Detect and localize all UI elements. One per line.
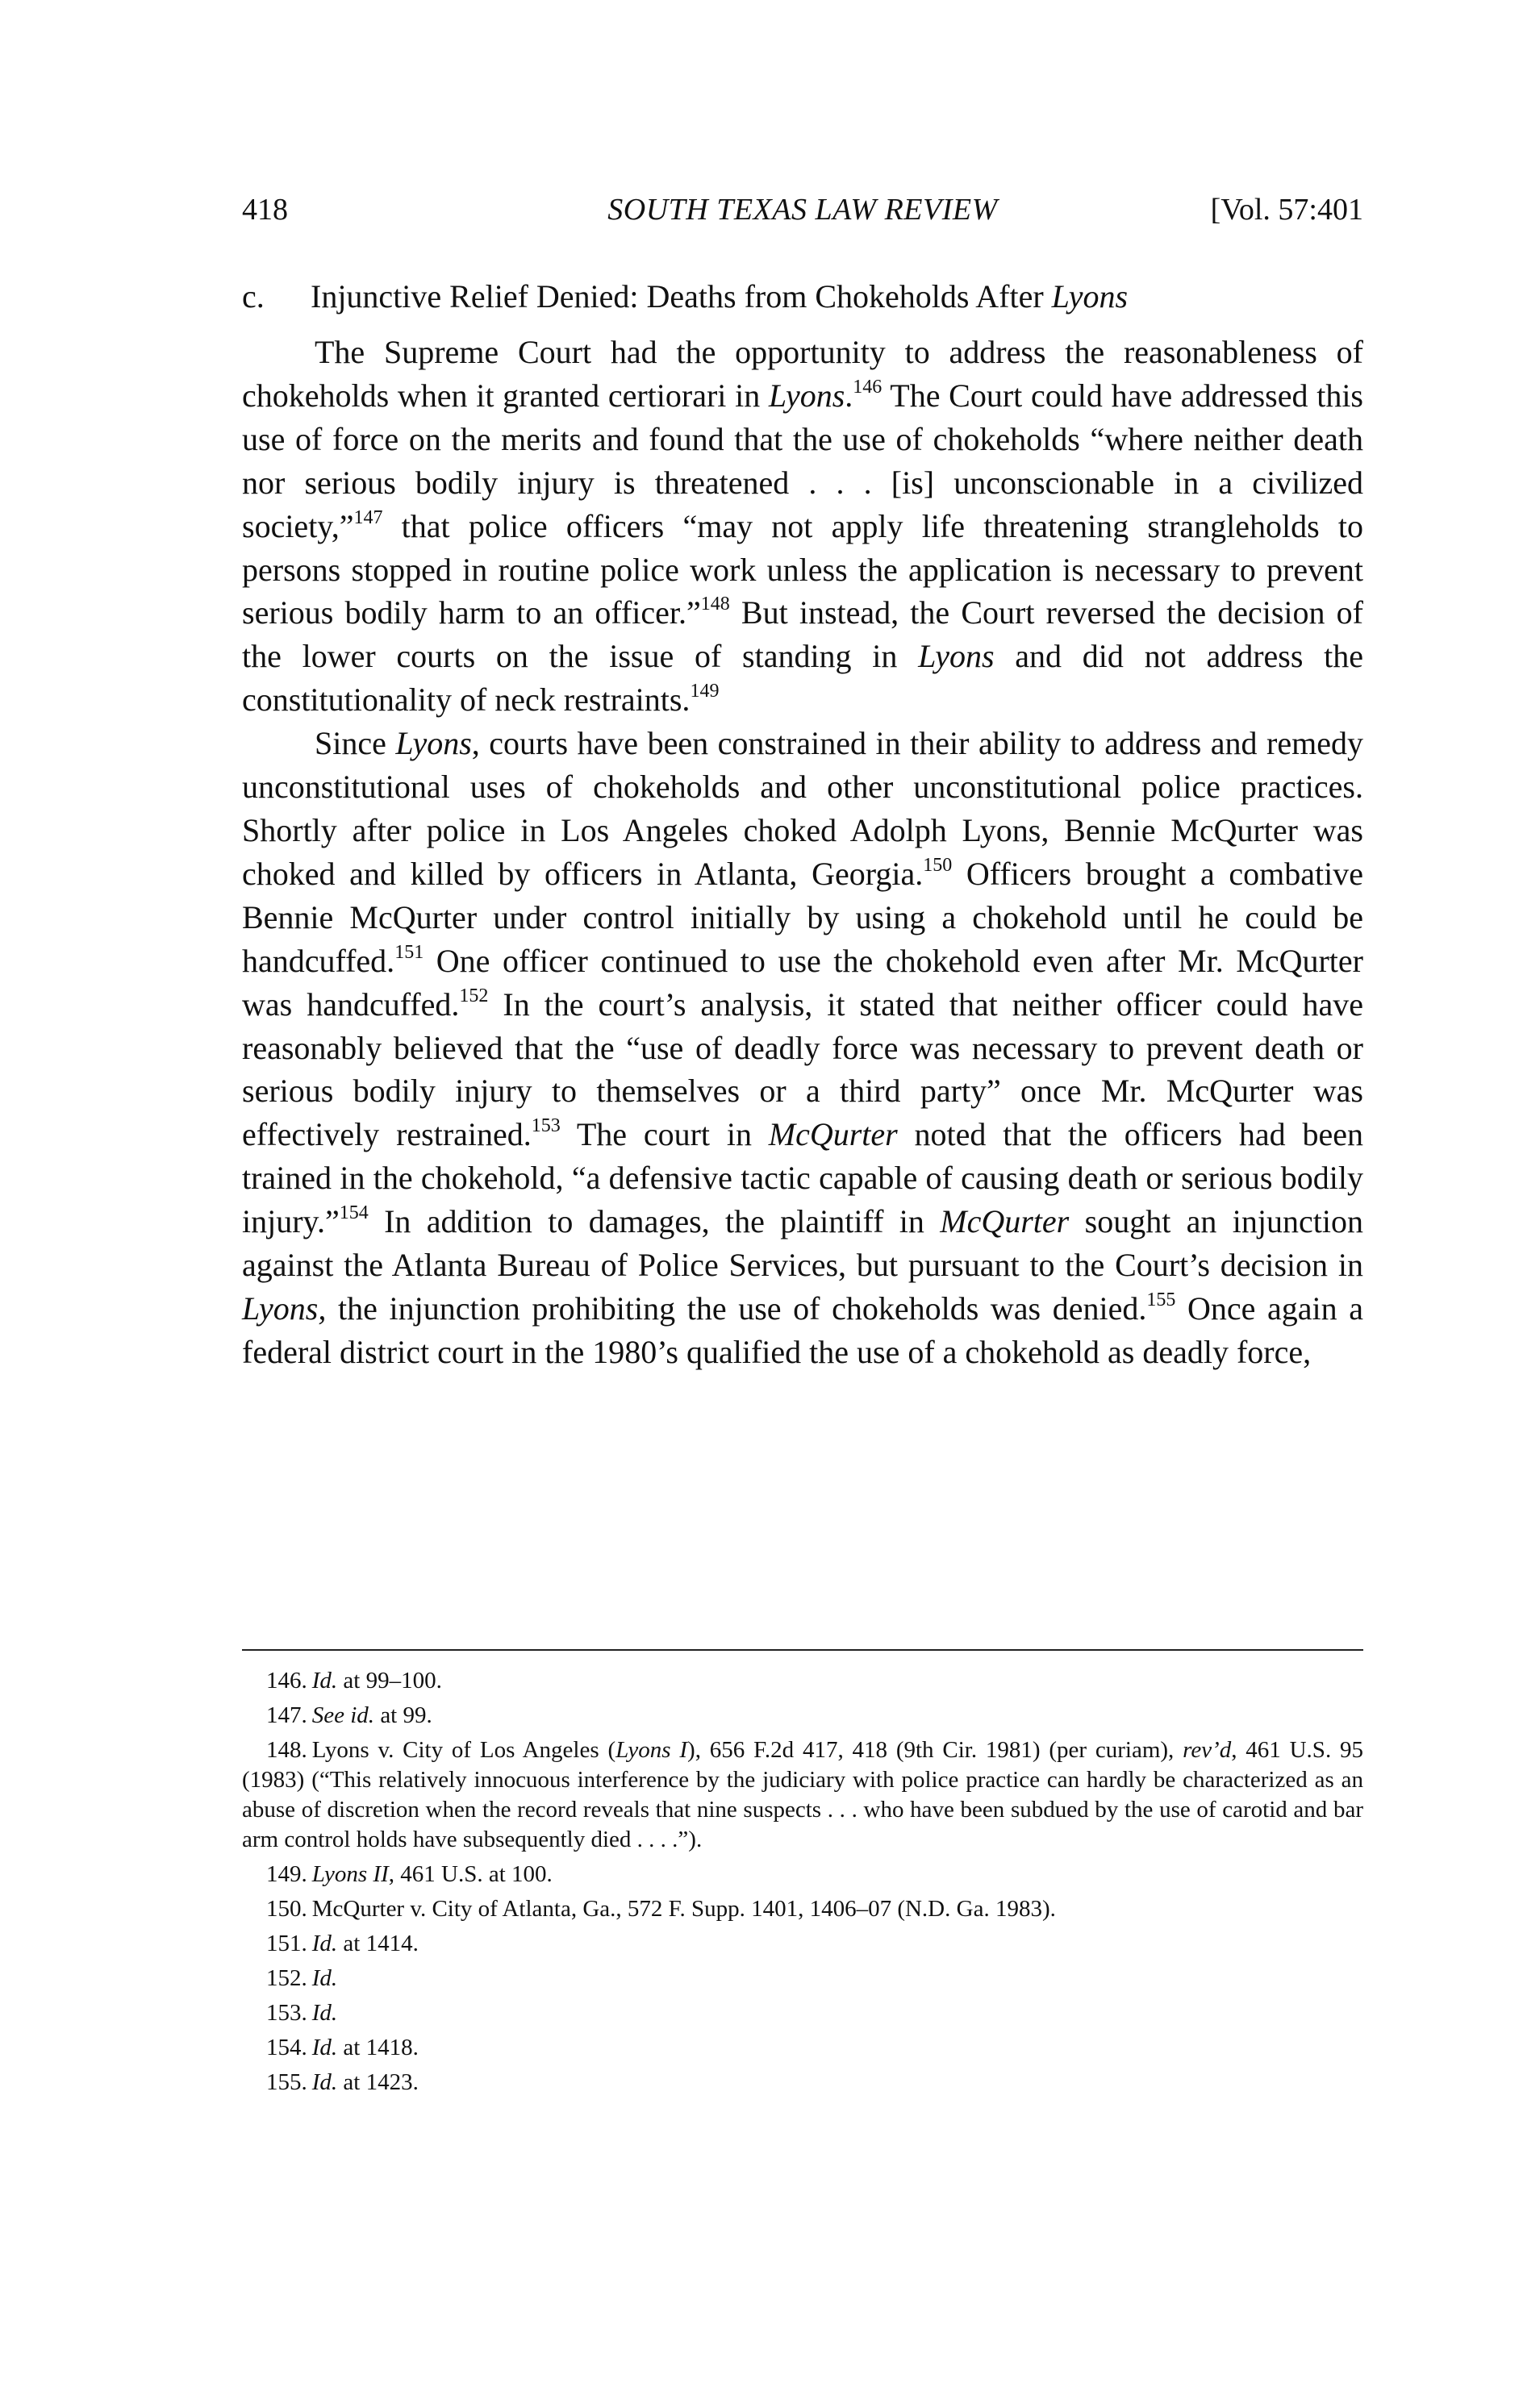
text-run: The Court could have addressed this use of force on the merits and found that the use of chokeholds “where neither death nor serious bodily injury is threatened . . . [is] unconscionable in a civilized society,” xyxy=(242,377,1363,544)
footnote-number: 150. xyxy=(266,1896,307,1922)
section-title-case-name: Lyons xyxy=(1051,278,1129,315)
paragraph xyxy=(242,331,1363,722)
text-run: ), 656 F.2d 417, 418 (9th Cir. 1981) (per curiam), xyxy=(687,1737,1183,1763)
footnote-number: 153. xyxy=(266,2000,307,2026)
footnote-ref: 154 xyxy=(339,1202,369,1224)
text-run: But instead, the Court reversed the decision of the lower courts on the issue of standing in xyxy=(242,594,1363,675)
body-text xyxy=(242,331,1363,1374)
footnote xyxy=(242,1894,1363,1924)
footnote-number: 147. xyxy=(266,1702,307,1728)
footnote xyxy=(242,1964,1363,1993)
text-run: McQurter v. City of Atlanta, Ga., 572 F. Supp. 1401, 1406–07 (N.D. Ga. 1983). xyxy=(311,1896,1056,1922)
italic-text: McQurter xyxy=(768,1116,898,1153)
text-run: The court in xyxy=(560,1116,769,1153)
text-run: Officers brought a combative Bennie McQurter under control initially by using a chokehold until he could be handcuffed. xyxy=(242,855,1363,979)
journal-title: SOUTH TEXAS LAW REVIEW xyxy=(607,193,998,227)
footnote xyxy=(242,2033,1363,2063)
footnote-ref: 150 xyxy=(923,855,953,877)
footnote-number: 151. xyxy=(266,1931,307,1956)
text-run: In addition to damages, the plaintiff in xyxy=(368,1203,941,1240)
paragraph xyxy=(242,722,1363,1374)
text-run: at 1418. xyxy=(337,2035,419,2060)
footnote xyxy=(242,1735,1363,1855)
footnote-number: 146. xyxy=(266,1668,307,1694)
document-page xyxy=(242,0,1363,2408)
footnote-number: 152. xyxy=(266,1965,307,1991)
footnotes xyxy=(242,1666,1363,2102)
italic-text: Id. xyxy=(311,2035,338,2060)
running-header xyxy=(242,192,1363,232)
section-letter: c. xyxy=(242,278,265,315)
italic-text: Lyons xyxy=(395,725,472,762)
footnote xyxy=(242,1701,1363,1731)
section-title: Injunctive Relief Denied: Deaths from Chokeholds After xyxy=(311,278,1052,315)
italic-text: Lyons xyxy=(918,638,995,675)
italic-text: Lyons xyxy=(768,377,845,414)
footnote-ref: 146 xyxy=(853,377,883,398)
footnote-ref: 148 xyxy=(700,594,730,615)
italic-text: Lyons I xyxy=(615,1737,688,1763)
text-run: noted that the officers had been trained in the chokehold, “a defensive tactic capable of causing death or serious bodily injury.” xyxy=(242,1116,1364,1240)
footnote-ref: 151 xyxy=(394,941,424,963)
text-run: sought an injunction against the Atlanta Bureau of Police Services, but pursuant to the Court’s decision in xyxy=(242,1203,1364,1284)
text-run: the injunction prohibiting the use of chokeholds was denied. xyxy=(326,1289,1147,1327)
text-run: , courts have been constrained in their ability to address and remedy unconstitutional uses of chokeholds and other unconstitutional police practices. Shortly after police in Los Angeles choked Adolph Lyons, Bennie McQurter was choked and killed by officers in Atlanta, Georgia. xyxy=(242,725,1363,892)
section-heading xyxy=(242,275,1363,319)
text-run: Once again a federal district court in the 1980’s qualified the use of a chokehold as deadly force, xyxy=(242,1289,1363,1370)
italic-text: Lyons, xyxy=(242,1289,327,1327)
text-run: at 99. xyxy=(374,1702,432,1728)
footnote xyxy=(242,1666,1363,1696)
text-run: Since xyxy=(315,725,396,762)
text-run: at 1414. xyxy=(337,1931,419,1956)
italic-text: McQurter xyxy=(940,1203,1070,1240)
footnote-ref: 149 xyxy=(690,681,720,702)
text-run: In the court’s analysis, it stated that neither officer could have reasonably believed that the “use of deadly force was necessary to prevent death or serious bodily injury to themselves or a third party” once Mr. McQurter was effectively restrained. xyxy=(242,985,1364,1153)
footnote xyxy=(242,1998,1363,2028)
text-run: . xyxy=(845,377,853,414)
italic-text: Id. xyxy=(311,1931,338,1956)
italic-text: Lyons II xyxy=(311,1861,389,1887)
footnote xyxy=(242,1929,1363,1959)
footnote-separator xyxy=(242,1649,1363,1651)
footnote-ref: 153 xyxy=(531,1115,561,1137)
footnote xyxy=(242,2068,1363,2098)
text-run: , 461 U.S. at 100. xyxy=(388,1861,553,1887)
volume-citation: [Vol. 57:401 xyxy=(1210,193,1363,227)
text-run: that police officers “may not apply life threatening strangleholds to persons stopped in routine police work unless the application is necessary to prevent serious bodily harm to an officer.” xyxy=(242,507,1363,631)
italic-text: rev’d xyxy=(1183,1737,1232,1763)
text-run: Lyons v. City of Los Angeles ( xyxy=(311,1737,616,1763)
footnote-ref: 155 xyxy=(1146,1289,1176,1311)
footnote-number: 154. xyxy=(266,2035,307,2060)
italic-text: Id. xyxy=(311,1965,338,1991)
text-run: and did not address the constitutionality of neck restraints. xyxy=(242,638,1364,719)
footnote-ref: 152 xyxy=(459,985,489,1006)
italic-text: See id. xyxy=(311,1702,375,1728)
italic-text: Id. xyxy=(311,2069,338,2095)
text-run: at 99–100. xyxy=(337,1668,442,1694)
footnote-number: 148. xyxy=(266,1737,307,1763)
footnote xyxy=(242,1860,1363,1889)
italic-text: Id. xyxy=(311,1668,338,1694)
text-run: One officer continued to use the chokehold even after Mr. McQurter was handcuffed. xyxy=(242,942,1363,1023)
text-run: , 461 U.S. 95 (1983) (“This relatively innocuous interference by the judiciary with police practice can hardly be characterized as an abuse of discretion when the record reveals that nine suspects . . . who have been subdued by the use of carotid and bar arm control holds have subsequently died . . . .”). xyxy=(242,1737,1364,1852)
text-run: The Supreme Court had the opportunity to address the reasonableness of chokeholds when it granted certiorari in xyxy=(242,334,1363,414)
footnote-number: 155. xyxy=(266,2069,307,2095)
page-number: 418 xyxy=(242,193,288,227)
text-run: at 1423. xyxy=(337,2069,419,2095)
footnote-ref: 147 xyxy=(353,506,383,528)
footnote-number: 149. xyxy=(266,1861,307,1887)
italic-text: Id. xyxy=(311,2000,338,2026)
